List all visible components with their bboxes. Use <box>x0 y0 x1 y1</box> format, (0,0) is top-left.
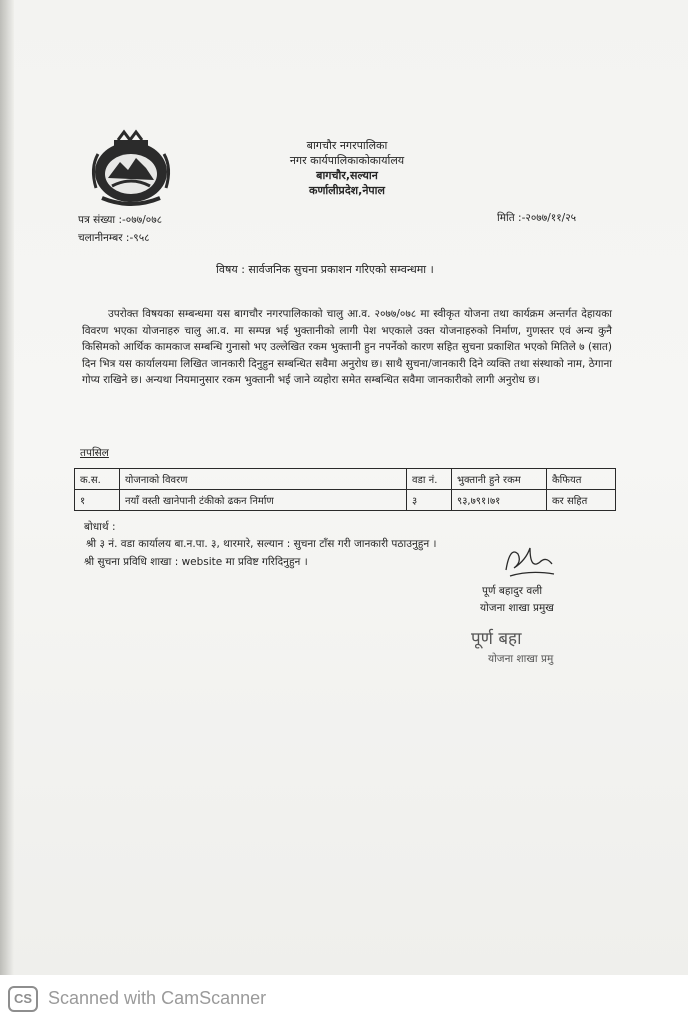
camscanner-watermark: Scanned with CamScanner <box>48 988 267 1008</box>
stamp-name: पूर्ण बहा <box>471 629 522 649</box>
signatory-name: पूर्ण बहादुर वली <box>482 585 543 597</box>
stamp-title: योजना शाखा प्रमु <box>488 653 554 665</box>
cell-amount: ९३,७९१।७१ <box>452 490 547 511</box>
cc-heading: बोधार्थ : <box>84 521 116 533</box>
office-location: बागचौर,सल्यान <box>316 169 378 182</box>
column-header-ward: वडा नं. <box>407 469 452 490</box>
letter-subject: विषय : सार्वजनिक सुचना प्रकाशन गरिएको सम्वन्धमा । <box>216 263 434 276</box>
office-subtitle: नगर कार्यपालिकाकोकार्यालय <box>289 154 405 167</box>
column-header-description: योजनाको विवरण <box>120 469 407 490</box>
letter-body-paragraph: उपरोक्त विषयका सम्बन्धमा यस बागचौर नगरपालिकाको चालु आ.व. २०७७/०७८ मा स्वीकृत योजना तथा कार्यक्रम अन्तर्गत देहायका विवरण भएका योजनाहरु चालु आ.व. मा सम्पन्न भई भुक्तानीको लागी पेश भएकाले उक्त योजनाहरुको निर्माण, गुणस्तर एवं अन्य कुनै किसिमको आर्थिक कामकाज सम्बन्धि गुनासो भए उल्लेखित रकम भुक्तानी हुन नपर्नेको कारण सहित सुचना प्रकाशित भएको मितिले ७ (सात) दिन भित्र यस कार्यालयमा लिखित जानकारी दिनुहुन सम्बन्धित सवैमा अनुरोध छ। साथै सुचना/जानकारी दिने व्यक्ति तथा संस्थाको नाम, ठेगाना गोप्य राखिने छ। अन्यथा नियमानुसार रकम भुक्तानी भई जाने व्यहोरा समेत सम्बन्धित सवैमा जानकारीको लागी अनुरोध छ। <box>82 308 612 387</box>
table-header-row <box>75 469 616 490</box>
office-province: कर्णालीप्रदेश,नेपाल <box>309 184 385 197</box>
page-shadow-edge <box>0 0 14 975</box>
office-name: बागचौर नगरपालिका <box>306 139 388 152</box>
cell-serial: १ <box>75 490 120 511</box>
column-header-remarks: कैफियत <box>547 469 616 490</box>
cell-remarks: कर सहित <box>547 490 616 511</box>
letter-date: मिति :-२०७७/११/२५ <box>497 212 577 224</box>
nepal-government-emblem-icon <box>88 128 174 208</box>
cell-description: नयाँ वस्ती खानेपानी टंकीको ढकन निर्माण <box>120 490 407 511</box>
details-heading: तपसिल <box>80 447 109 459</box>
dispatch-number: चलानीनम्बर :-९५८ <box>78 232 150 244</box>
cc-line-it-section: श्री सुचना प्रविधि शाखा : website मा प्रविष्ट गरिदिनुहुन । <box>84 556 308 568</box>
column-header-serial: क.स. <box>75 469 120 490</box>
cell-ward: ३ <box>407 490 452 511</box>
column-header-amount: भुक्तानी हुने रकम <box>452 469 547 490</box>
cc-line-ward-office: श्री ३ नं. वडा कार्यालय बा.न.पा. ३, थारमारे, सल्यान : सुचना टाँस गरी जानकारी पठाउनुहुन । <box>86 538 437 550</box>
handwritten-signature-icon <box>500 540 558 582</box>
letter-body <box>82 306 612 389</box>
table-row <box>75 490 616 511</box>
camscanner-logo-icon: CS <box>8 986 38 1012</box>
reference-number: पत्र संख्या :-०७७/०७८ <box>78 214 163 226</box>
project-details-table <box>74 468 616 511</box>
signatory-title: योजना शाखा प्रमुख <box>480 602 554 614</box>
